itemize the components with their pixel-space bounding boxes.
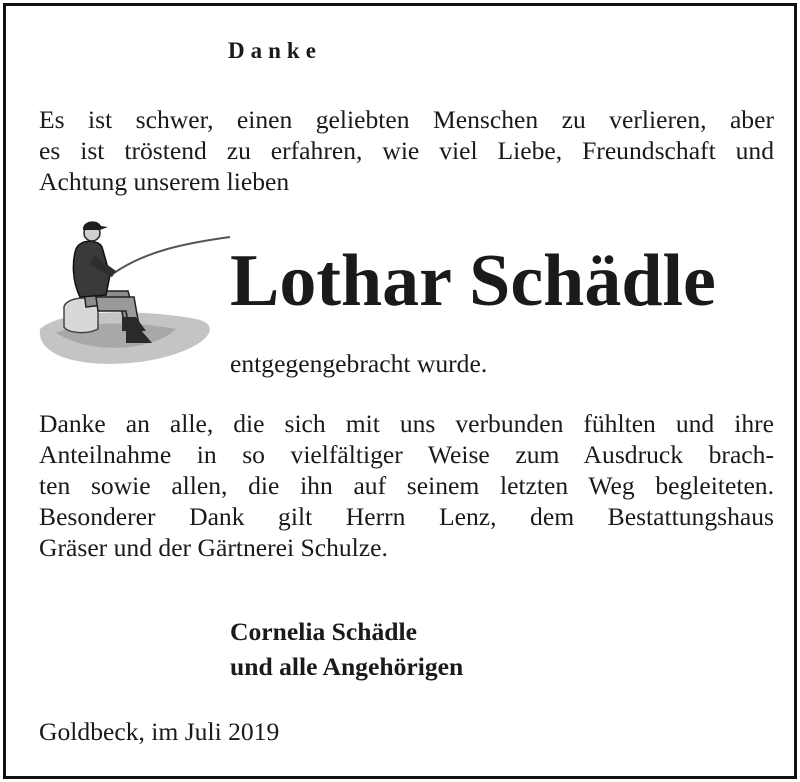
thanks-line: Danke an alle, die sich mit uns verbunden fühlten und ihre [39, 409, 774, 438]
intro-line: es ist tröstend zu erfahren, wie viel Liebe, Freundschaft und [39, 136, 774, 165]
thanks-paragraph [39, 408, 774, 563]
place-date: Goldbeck, im Juli 2019 [39, 717, 280, 746]
intro-line: Achtung unserem lieben [39, 167, 290, 196]
intro-paragraph [39, 104, 774, 197]
notice-frame [3, 3, 797, 779]
thanks-line: Anteilnahme in so vielfältiger Weise zum Ausdruck brach- [39, 440, 774, 469]
thanks-line: Gräser und der Gärtnerei Schulze. [39, 533, 388, 562]
after-name-text: entgegengebracht wurde. [230, 349, 488, 378]
thanks-line: Besonderer Dank gilt Herrn Lenz, dem Bestattungshaus [39, 502, 774, 531]
signature-line: Cornelia Schädle [230, 617, 417, 646]
heading: Danke [228, 38, 322, 63]
signature [230, 614, 463, 684]
fisherman-icon [36, 211, 236, 371]
signature-line: und alle Angehörigen [230, 652, 464, 681]
deceased-name: Lothar Schädle [230, 240, 716, 322]
intro-line: Es ist schwer, einen geliebten Menschen zu verlieren, aber [39, 105, 774, 134]
thanks-line: ten sowie allen, die ihn auf seinem letzten Weg begleiteten. [39, 471, 774, 500]
